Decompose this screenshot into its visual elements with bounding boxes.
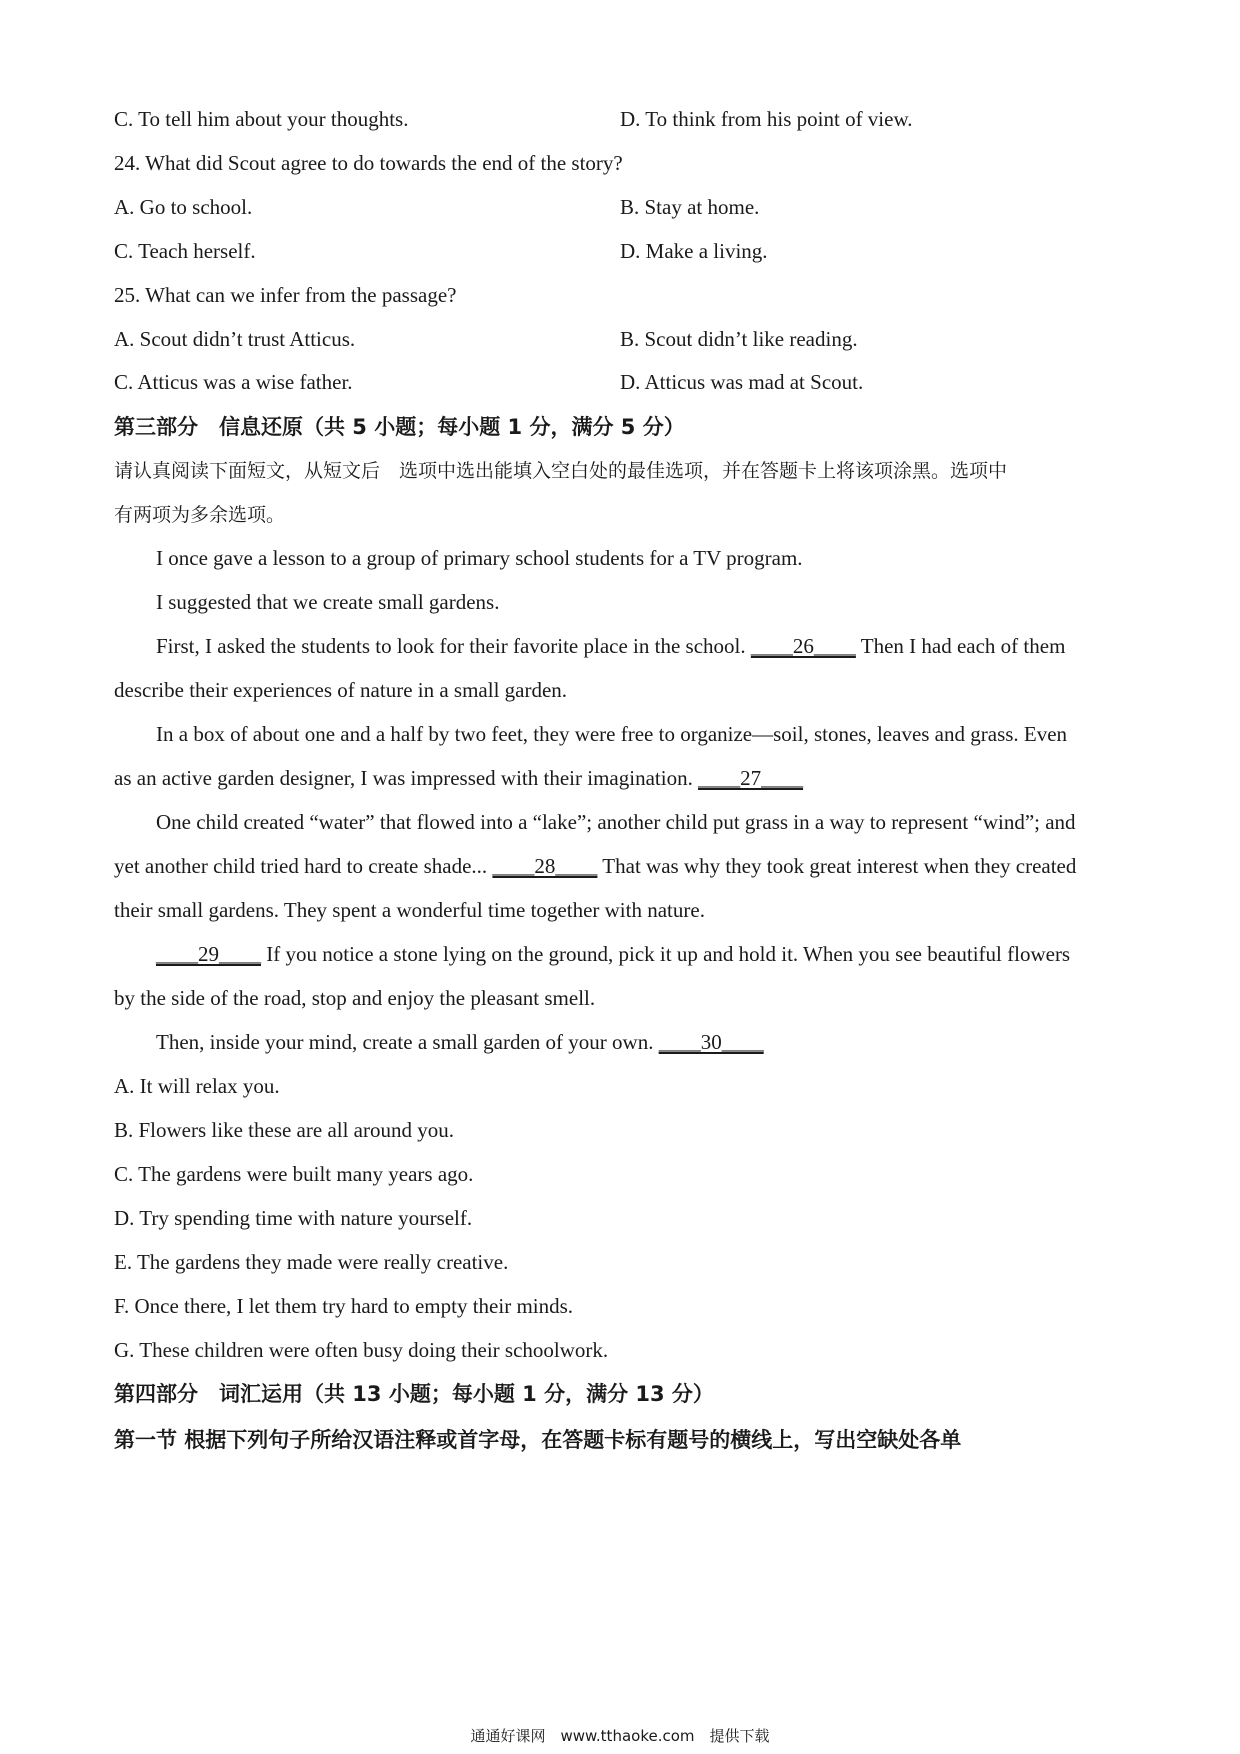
- passage-p6: [156, 940, 1070, 968]
- part3-instruction-2: 有两项为多余选项。: [114, 504, 286, 526]
- option-a: A. It will relax you.: [114, 1074, 280, 1098]
- blank-28: ____28____: [492, 854, 598, 878]
- passage-p2: I suggested that we create small gardens.: [156, 590, 500, 614]
- passage-p3: [156, 632, 1065, 660]
- page-footer: 通通好课网 www.tthaoke.com 提供下载: [470, 1727, 770, 1745]
- blank-27: ____27____: [698, 766, 804, 790]
- passage-p5-cont2: their small gardens. They spent a wonderful time together with nature.: [114, 898, 705, 922]
- part4-heading: 第四部分 词汇运用（共 13 小题；每小题 1 分，满分 13 分）: [114, 1382, 714, 1406]
- passage-text: Then I had each of them: [855, 634, 1066, 658]
- q25-option-b: B. Scout didn’t like reading.: [620, 327, 858, 351]
- q25-option-a: A. Scout didn’t trust Atticus.: [114, 327, 356, 351]
- passage-p6-cont: by the side of the road, stop and enjoy the pleasant smell.: [114, 986, 596, 1010]
- part3-heading: 第三部分 信息还原（共 5 小题；每小题 1 分，满分 5 分）: [114, 415, 685, 439]
- q23-option-c: C. To tell him about your thoughts.: [114, 107, 409, 131]
- passage-p4-cont: [114, 764, 803, 792]
- part3-instruction-1: 请认真阅读下面短文，从短文后 选项中选出能填入空白处的最佳选项，并在答题卡上将该项涂黑。选项中: [114, 460, 1008, 482]
- option-f: F. Once there, I let them try hard to empty their minds.: [114, 1294, 574, 1318]
- passage-p1: I once gave a lesson to a group of primary school students for a TV program.: [156, 546, 803, 570]
- passage-text: First, I asked the students to look for their favorite place in the school.: [156, 634, 751, 658]
- passage-p5: One child created “water” that flowed into a “lake”; another child put grass in a way to represent “wind”; and: [156, 810, 1076, 834]
- passage-text: yet another child tried hard to create shade...: [114, 854, 493, 878]
- passage-p7: [156, 1028, 764, 1056]
- q24-option-d: D. Make a living.: [620, 239, 768, 263]
- option-e: E. The gardens they made were really creative.: [114, 1250, 509, 1274]
- q24-stem: 24. What did Scout agree to do towards the end of the story?: [114, 151, 623, 175]
- passage-p3-cont: describe their experiences of nature in a small garden.: [114, 678, 568, 702]
- passage-p4: In a box of about one and a half by two feet, they were free to organize—soil, stones, leaves and grass. Even: [156, 722, 1068, 746]
- option-d: D. Try spending time with nature yourself.: [114, 1206, 473, 1230]
- q25-option-c: C. Atticus was a wise father.: [114, 370, 353, 394]
- passage-p5-cont: [114, 852, 1076, 880]
- q23-option-d: D. To think from his point of view.: [620, 107, 913, 131]
- q24-option-c: C. Teach herself.: [114, 239, 256, 263]
- q24-option-b: B. Stay at home.: [620, 195, 760, 219]
- blank-29: ____29____: [156, 942, 261, 966]
- passage-text: If you notice a stone lying on the ground, pick it up and hold it. When you see beautiful flowers: [261, 942, 1071, 966]
- passage-text: Then, inside your mind, create a small garden of your own.: [156, 1030, 659, 1054]
- passage-text: as an active garden designer, I was impressed with their imagination.: [114, 766, 699, 790]
- blank-30: ____30____: [658, 1030, 764, 1054]
- q25-option-d: D. Atticus was mad at Scout.: [620, 370, 864, 394]
- q25-stem: 25. What can we infer from the passage?: [114, 283, 457, 307]
- passage-text: That was why they took great interest when they created: [597, 854, 1077, 878]
- option-c: C. The gardens were built many years ago.: [114, 1162, 474, 1186]
- blank-26: ____26____: [750, 634, 856, 658]
- option-g: G. These children were often busy doing their schoolwork.: [114, 1338, 609, 1362]
- part4-section1: 第一节 根据下列句子所给汉语注释或首字母，在答题卡标有题号的横线上，写出空缺处各单: [114, 1428, 962, 1452]
- option-b: B. Flowers like these are all around you.: [114, 1118, 454, 1142]
- q24-option-a: A. Go to school.: [114, 195, 253, 219]
